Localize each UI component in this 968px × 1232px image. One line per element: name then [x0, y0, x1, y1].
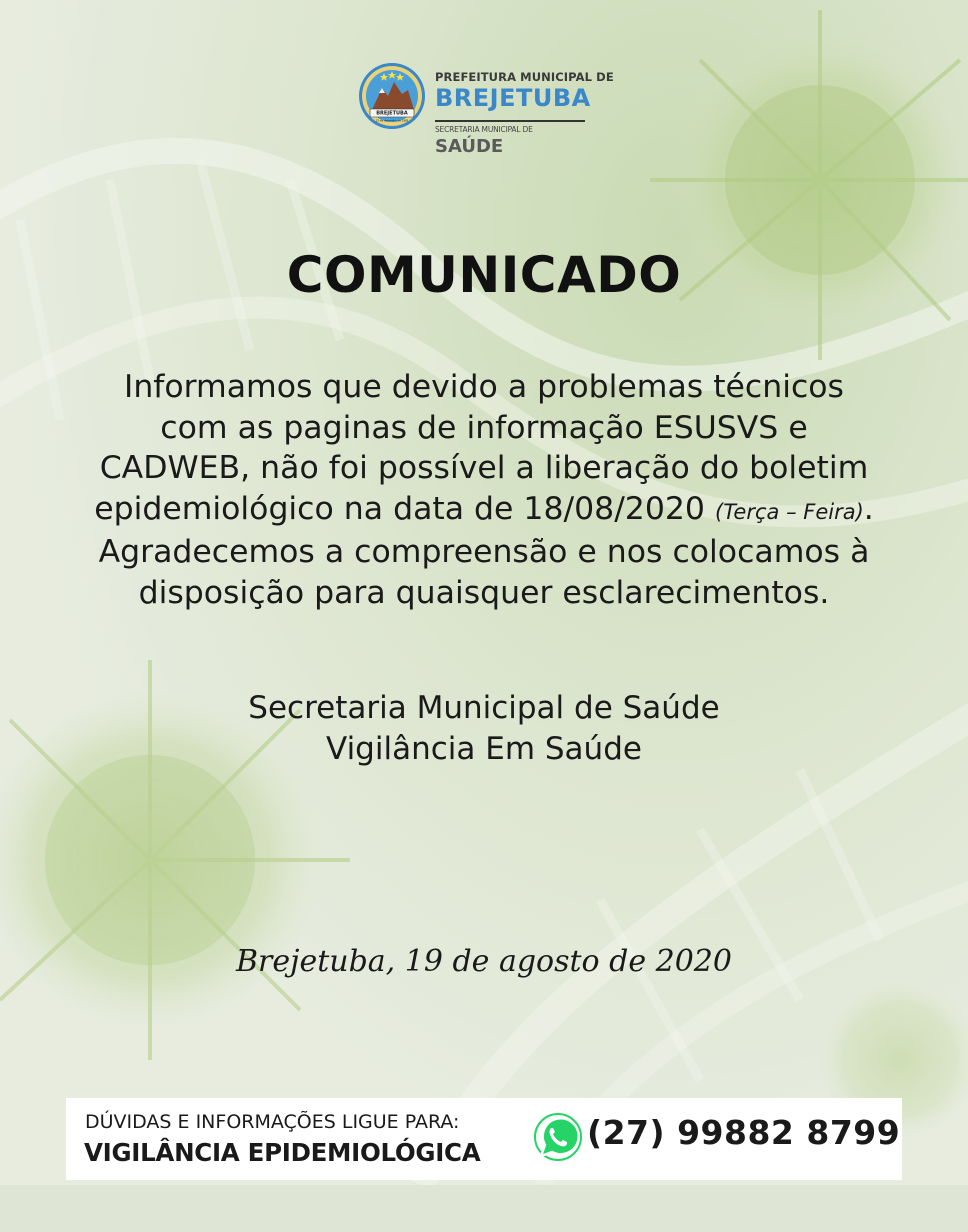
- header-divider: [435, 120, 585, 122]
- body-line: Agradecemos a compreensão e nos colocamos à: [98, 534, 870, 570]
- announcement-body: [60, 367, 908, 613]
- weekday-note: (Terça – Feira): [715, 499, 864, 524]
- contact-prompt: DÚVIDAS E INFORMAÇÕES LIGUE PARA:: [85, 1111, 460, 1133]
- seal-sublabel: 15 de dezembro de 1995: [375, 119, 409, 123]
- contact-box: [66, 1098, 902, 1180]
- body-line-main: epidemiológico na data de 18/08/2020: [94, 490, 705, 527]
- body-line: CADWEB, não foi possível a liberação do boletim: [99, 450, 869, 486]
- seal-label: BREJETUBA: [376, 110, 408, 117]
- header-city-name: BREJETUBA: [435, 84, 591, 112]
- page-title: COMUNICADO: [286, 246, 682, 304]
- contact-phone[interactable]: (27) 99882 8799: [587, 1113, 901, 1152]
- header-prefeitura: PREFEITURA MUNICIPAL DE: [435, 70, 614, 84]
- body-line-end: .: [863, 490, 874, 527]
- header-saude: SAÚDE: [435, 136, 504, 157]
- date-line: Brejetuba, 19 de agosto de 2020: [236, 944, 732, 979]
- header-logo: [358, 60, 618, 160]
- body-line: Informamos que devido a problemas técnicos: [124, 369, 844, 405]
- body-line: com as paginas de informação ESUSVS e: [160, 409, 808, 446]
- footer-strip: [0, 1185, 968, 1232]
- body-line: [60, 489, 908, 533]
- contact-department: VIGILÂNCIA EPIDEMIOLÓGICA: [84, 1138, 481, 1167]
- signature: [0, 688, 968, 770]
- municipal-seal-icon: [358, 62, 426, 130]
- body-line: disposição para quaisquer esclarecimentos.: [138, 574, 830, 611]
- whatsapp-icon: [533, 1112, 583, 1162]
- signature-line: Vigilância Em Saúde: [326, 731, 642, 767]
- header-secretaria: SECRETARIA MUNICIPAL DE: [435, 125, 533, 134]
- signature-line: Secretaria Municipal de Saúde: [248, 690, 720, 726]
